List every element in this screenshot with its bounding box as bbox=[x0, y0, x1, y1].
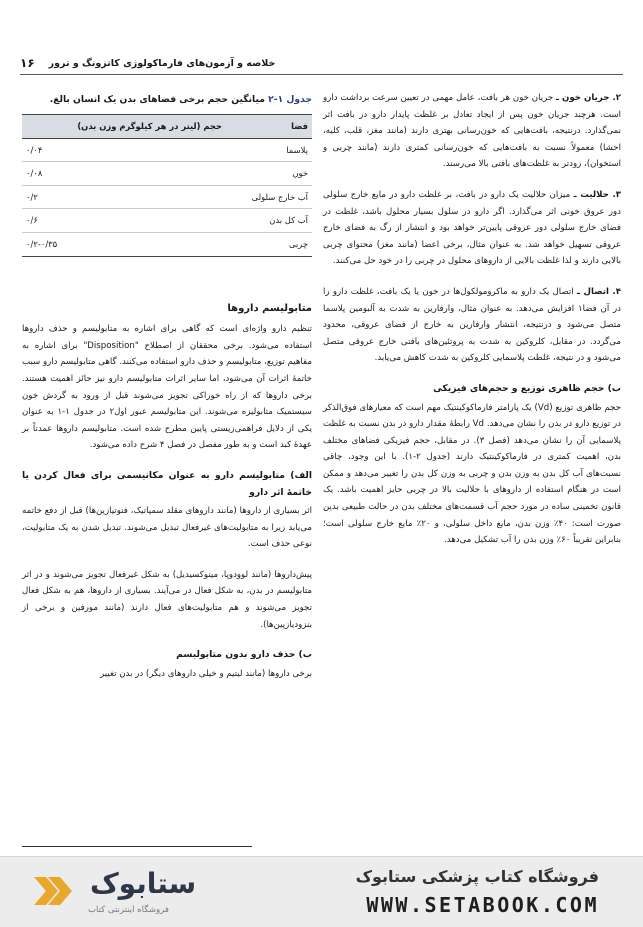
cell-volume: ۰/۶ bbox=[22, 209, 226, 233]
paragraph-text: میزان حلالیت یک دارو در بافت، بر غلظت دارو در مایع خارج سلولی دور عروق خونی اثر می‌گذارد. اگر دارو در سلول بسیار محلول باشد، غلظت در فضای خارج سلولی دور عروقی پایین‌تر خواهد بود و انتشار از رگ به فضای خارج عروقی تسهیل خواهد شد. به عنوان مثال، برخی اعضا (مانند مغز) محتوای چربی بالایی دارند و لذا غلظت بالایی از داروهای محلول در چربی را در خود حل می‌کنند. bbox=[323, 189, 621, 267]
cell-space: چربی bbox=[226, 232, 312, 256]
table-number: جدول ۱-۲ bbox=[268, 94, 312, 105]
cell-volume: ۰/۲ bbox=[22, 185, 226, 209]
paragraph-text: جریان خون هر بافت، عامل مهمی در تعیین سرعت برداشت دارو است. هرچند جریان خون پس از ایجاد تعادل بر غلظت پایدار دارو در بافت اثر نمی‌گذارد. درنتیجه، بافت‌هایی که خون‌رسانی بهتری دارند (مانند مغز، قلب، کلیه، احشا) معمولاً نسبت به بافت‌هایی که خون‌رسانی کمتری دارند (مانند چربی و استخوان)، زودتر به غلظت‌های بافتی بالا می‌رسند. bbox=[323, 93, 621, 170]
page-number: ۱۶ bbox=[20, 56, 35, 70]
body-volumes-table bbox=[22, 114, 312, 257]
table-caption bbox=[22, 92, 312, 108]
logo-tagline: فروشگاه اینترنتی کتاب bbox=[88, 905, 169, 915]
store-url: WWW.SETABOOK.COM bbox=[366, 893, 599, 917]
left-column bbox=[22, 92, 312, 696]
cell-space: خون bbox=[226, 162, 312, 186]
paragraph-lead: ۳. حلالیت ـ bbox=[573, 189, 621, 200]
paragraph-lead: ۴. اتصال ـ bbox=[577, 286, 622, 297]
paragraph-lead: ۲. جریان خون ـ bbox=[556, 93, 621, 103]
page-header bbox=[20, 52, 623, 75]
logo-wordmark: ستابوک bbox=[90, 867, 197, 900]
table-row bbox=[22, 162, 312, 186]
table-title: میانگین حجم برخی فضاهای بدن یک انسان بالغ. bbox=[49, 94, 265, 105]
column-header-space: فضا bbox=[226, 115, 312, 139]
store-name: فروشگاه کتاب پزشکی ستابوک bbox=[355, 867, 599, 886]
metabolism-heading: متابولیسم داروها bbox=[227, 302, 312, 314]
paragraph-solubility bbox=[323, 187, 621, 270]
paragraph-text: اتصال یک دارو به ماکرومولکول‌ها در خون یا یک بافت، غلظت دارو را در آن فضا۱ افزایش می‌دهد. به عنوان مثال، وارفارین به شدت به آلبومین پلاسما متصل می‌شود و درنتیجه، انتشار وارفارین به خارج از فضای عروقی، محدود می‌گردد. در مقابل، کلروکین به شدت به پروتئین‌های بافتی خارج عروقی متصل می‌شود و در نتیجه، غلظت پلاسمایی کلروکین به شدت کاهش می‌یابد. bbox=[323, 286, 621, 364]
cell-space: پلاسما bbox=[226, 138, 312, 162]
paragraph-blood-flow bbox=[323, 90, 621, 173]
table-row bbox=[22, 138, 312, 162]
cell-volume: ۰/۰۴ bbox=[22, 138, 226, 162]
section-b-heading: ب) حجم ظاهری توزیع و حجم‌های فیزیکی bbox=[433, 382, 621, 394]
section-a-paragraph-2: پیش‌داروها (مانند لوودوپا، مینوکسیدیل) به شکل غیرفعال تجویز می‌شوند و در اثر متابولیسم در بدن، به شکل فعال در می‌آیند. بسیاری از داروها، هم به شکل فعال تجویز می‌شوند و هم متابولیت‌های فعال دارند (مانند مورفین و برخی از بنزودیازپین‌ها). bbox=[22, 569, 312, 630]
metabolism-text: تنظیم دارو واژه‌ای است که گاهی برای اشاره به متابولیسم و حذف داروها استفاده می‌شود. برخی محققان از اصطلاح "Disposition" برای اشاره به مفاهیم توزیع، متابولیسم و حذف دارو استفاده می‌کنند. گاهی متابولیسم دارو سبب خاتمهٔ اثرات آن می‌شود، اما سایر اثرات متابولیسم دارو نیز حائز اهمیت هستند. برخی داروها که از راه خوراکی تجویز می‌شوند قبل از ورود به گردش خون سیستمیک متابولیزه می‌شوند. این متابولیسم عبور اول۲ در جدول ۱-۱ به عنوان یکی از دلایل فراهمی‌زیستی پایین مطرح شده است. متابولیسم داروها عمدتاً بر عهدهٔ کبد است و به طور مفصل در فصل ۴ شرح داده می‌شود. bbox=[22, 324, 312, 451]
table-row bbox=[22, 209, 312, 233]
store-banner bbox=[0, 856, 643, 927]
cell-volume: ۰/۲-۰/۳۵ bbox=[22, 232, 226, 256]
section-a-paragraph-1: اثر بسیاری از داروها (مانند داروهای مقلد سمپاتیک، فنوتیازین‌ها) قبل از دفع خاتمه می‌یابد زیرا به متابولیت‌های غیرفعال تبدیل می‌شوند. تبدیل شدن به یک متابولیت، نوعی حذف است. bbox=[22, 506, 312, 550]
right-column bbox=[323, 90, 621, 563]
section-b-elimination-heading: ب) حذف دارو بدون متابولیسم bbox=[176, 649, 312, 661]
table-row bbox=[22, 232, 312, 256]
section-b-text: حجم ظاهری توزیع (Vd) یک پارامتر فارماکوکینتیک مهم است که معیارهای فوق‌الذکر در توزیع دارو در بدن را نشان می‌دهد. Vd رابطهٔ مقدار دارو در بدن نسبت به غلظت پلاسمایی آن را نشان می‌دهد (فصل ۳). در مقابل، حجم فیزیکی فضاهای مختلف بدن، اهمیت کمتری در فارماکوکینتیک دارند (جدول ۲-۱). با این وجود، چاقی نسبت‌های آب کل بدن به وزن بدن و چربی به وزن کل بدن را تغییر می‌دهد و ممکن است در هنگام استفاده از داروهای با حلالیت بالا در چربی حایز اهمیت باشد. یک قانون تخمینی ساده در مورد حجم آب قسمت‌های مختلف بدن در حالت طبیعی بدین صورت است: ۴۰٪ وزن بدن، مایع داخل سلولی، و ۲۰٪ مایع خارج سلولی است؛ بنابراین تقریباً ۶۰٪ وزن بدن را آب تشکیل می‌دهد. bbox=[323, 402, 622, 546]
cell-volume: ۰/۰۸ bbox=[22, 162, 226, 186]
table-row bbox=[22, 185, 312, 209]
chevron-logo-icon bbox=[30, 869, 74, 913]
cell-space: آب خارج سلولی bbox=[226, 185, 312, 209]
cell-space: آب کل بدن bbox=[226, 209, 312, 233]
column-header-volume: حجم (لیتر در هر کیلوگرم وزن بدن) bbox=[22, 115, 226, 139]
footnote-divider bbox=[22, 846, 252, 847]
section-a-heading: الف) متابولیسم دارو به عنوان مکانیسمی برای فعال کردن یا خاتمهٔ اثر دارو bbox=[22, 469, 312, 498]
store-logo bbox=[30, 865, 200, 921]
running-title: خلاصه و آزمون‌های فارماکولوژی کاتزونگ و ترور bbox=[48, 57, 276, 69]
table-header-row bbox=[22, 115, 312, 139]
paragraph-binding bbox=[323, 284, 621, 367]
section-b-elimination-text: برخی داروها (مانند لیتیم و خیلی داروهای دیگر) در بدن تغییر bbox=[100, 668, 312, 679]
